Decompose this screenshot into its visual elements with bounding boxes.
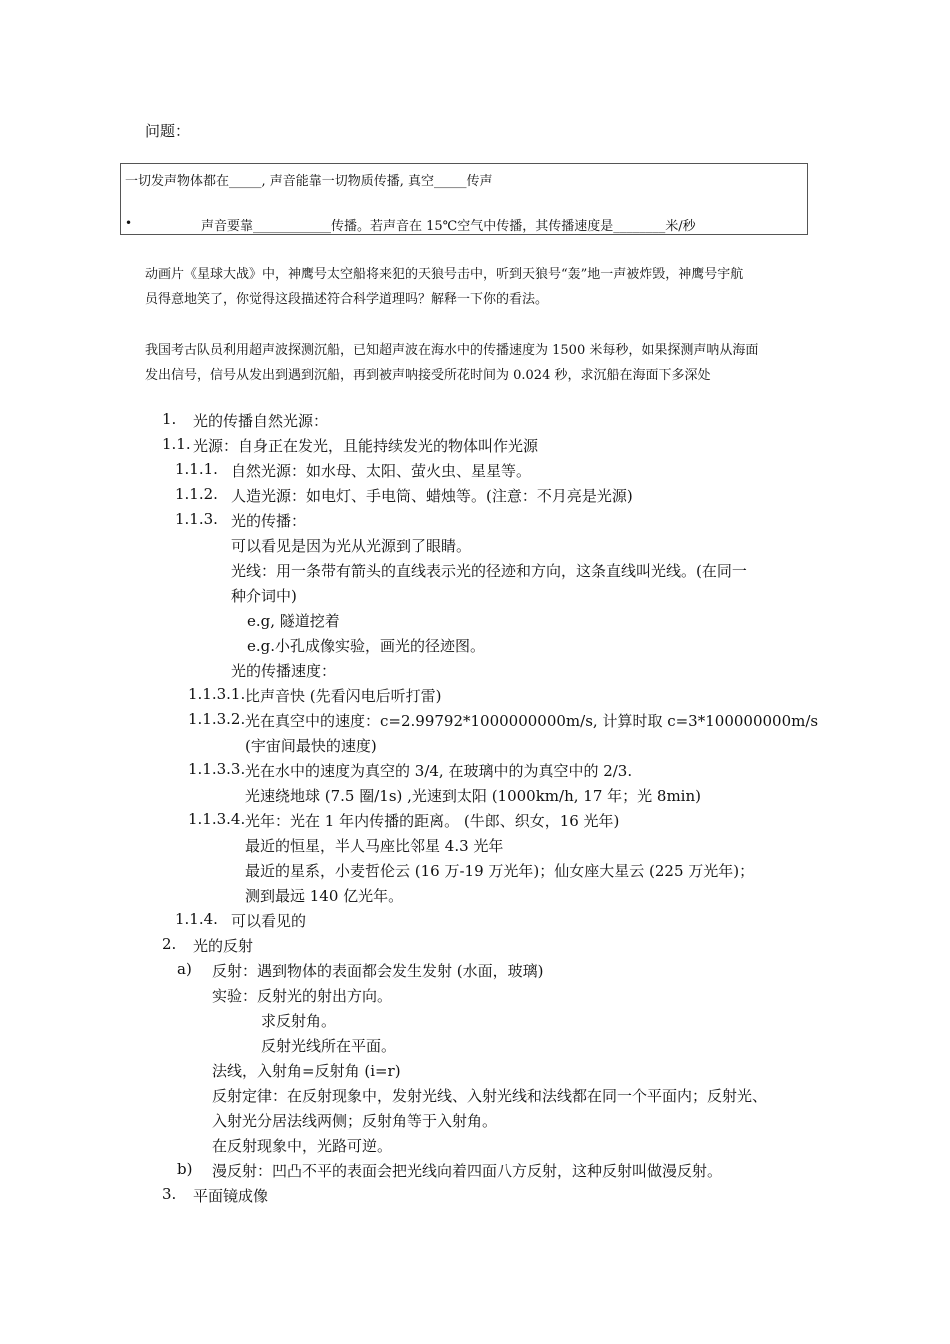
paragraph-line: 动画片《星球大战》中，神鹰号太空船将来犯的天狼号击中，听到天狼号“轰”地一声被炸毁，神鹰号宇航 — [145, 267, 744, 282]
outline-number: 1.1.3.3. — [188, 760, 246, 778]
paragraph-line: 发出信号，信号从发出到遇到沉船，再到被声呐接受所花时间为 0.024 秒，求沉船在海面下多深处 — [145, 368, 711, 383]
outline-text: 反射定律：在反射现象中，发射光线、入射光线和法线都在同一个平面内；反射光、 — [212, 1087, 768, 1105]
outline-text: 光速绕地球 (7.5 圈/1s) ,光速到太阳 (1000km/h, 17 年；光 8min) — [245, 787, 701, 805]
outline-text: 反射：遇到物体的表面都会发生发射 (水面，玻璃) — [212, 962, 544, 980]
question-paragraph-1 — [145, 262, 815, 312]
outline-number: 1.1.3. — [175, 510, 218, 528]
outline-number: 1.1.3.1. — [188, 685, 246, 703]
outline-text: 测到最远 140 亿光年。 — [245, 887, 404, 905]
outline-text: 在反射现象中，光路可逆。 — [212, 1137, 393, 1155]
outline-number: 1.1.4. — [175, 910, 218, 928]
outline-text: 光源：自身正在发光，且能持续发光的物体叫作光源 — [193, 437, 539, 455]
outline-text: 光的传播速度： — [231, 662, 337, 680]
outline-text: e.g.小孔成像实验，画光的径迹图。 — [247, 637, 486, 655]
outline-text: e.g, 隧道挖着 — [247, 612, 340, 630]
question-label: 问题： — [145, 122, 191, 140]
paragraph-line: 员得意地笑了，你觉得这段描述符合科学道理吗？解释一下你的看法。 — [145, 292, 549, 307]
outline-text: 法线，入射角=反射角 (i=r) — [212, 1062, 401, 1080]
bullet-icon: • — [125, 216, 133, 230]
outline-text: 光的反射 — [193, 937, 254, 955]
outline-text: 最近的恒星，半人马座比邻星 4.3 光年 — [245, 837, 504, 855]
outline-text: 漫反射：凹凸不平的表面会把光线向着四面八方反射，这种反射叫做漫反射。 — [212, 1162, 723, 1180]
outline-text: 种介词中) — [231, 587, 297, 605]
outline-text: 人造光源：如电灯、手电筒、蜡烛等。(注意：不月亮是光源) — [231, 487, 633, 505]
fill-in-box — [120, 163, 808, 235]
question-paragraph-2 — [145, 338, 815, 388]
outline-text: 光在水中的速度为真空的 3/4, 在玻璃中的为真空中的 2/3. — [245, 762, 633, 780]
outline-text: 光的传播： — [231, 512, 307, 530]
outline-text: 可以看见的 — [231, 912, 307, 930]
outline-text: 可以看见是因为光从光源到了眼睛。 — [231, 537, 472, 555]
outline-text: 反射光线所在平面。 — [261, 1037, 397, 1055]
outline-text: 求反射角。 — [261, 1012, 337, 1030]
outline-number: 3. — [162, 1185, 177, 1203]
outline-number: 1.1.3.4. — [188, 810, 246, 828]
outline-text: 最近的星系，小麦哲伦云 (16 万-19 万光年)；仙女座大星云 (225 万光年)； — [245, 862, 755, 880]
outline-number: 1.1.3.2. — [188, 710, 246, 728]
fill-in-line-2: 声音要靠____________传播。若声音在 15℃空气中传播，其传播速度是________米/秒 — [201, 219, 696, 234]
outline-text: 光年：光在 1 年内传播的距离。 (牛郎、织女，16 光年) — [245, 812, 620, 830]
outline-text: 实验：反射光的射出方向。 — [212, 987, 393, 1005]
fill-in-line-1: 一切发声物体都在_____, 声音能靠一切物质传播, 真空_____传声 — [125, 174, 493, 189]
outline-number: 1.1.2. — [175, 485, 218, 503]
outline-text: 平面镜成像 — [193, 1187, 269, 1205]
outline-number: 2. — [162, 935, 177, 953]
outline-text: 光在真空中的速度：c=2.99792*1000000000m/s, 计算时取 c=3*100000000m/s — [245, 712, 819, 730]
outline-text: 入射光分居法线两侧；反射角等于入射角。 — [212, 1112, 498, 1130]
outline-number: a) — [177, 960, 192, 978]
outline-number: b) — [177, 1160, 193, 1178]
outline-text: 自然光源：如水母、太阳、萤火虫、星星等。 — [231, 462, 532, 480]
paragraph-line: 我国考古队员利用超声波探测沉船，已知超声波在海水中的传播速度为 1500 米每秒，如果探测声呐从海面 — [145, 343, 759, 358]
outline-text: 光线：用一条带有箭头的直线表示光的径迹和方向，这条直线叫光线。(在同一 — [231, 562, 747, 580]
outline-text: 光的传播自然光源： — [193, 412, 329, 430]
outline-text: (宇宙间最快的速度) — [245, 737, 377, 755]
outline-number: 1. — [162, 410, 177, 428]
outline-text: 比声音快 (先看闪电后听打雷) — [245, 687, 442, 705]
outline-number: 1.1.1. — [175, 460, 218, 478]
outline-number: 1.1. — [162, 435, 191, 453]
